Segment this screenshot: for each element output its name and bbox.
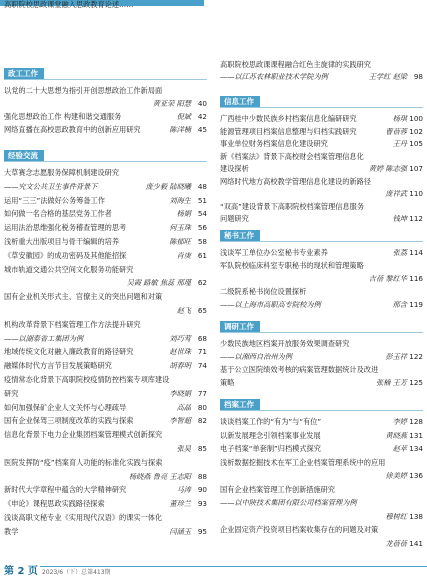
entry-author: 陈郁旺 xyxy=(169,237,191,246)
toc-entry[interactable] xyxy=(220,189,423,199)
entry-title: 浅谈军工单位办公室秘书专业素养 xyxy=(220,248,328,257)
toc-entry[interactable] xyxy=(220,152,423,162)
toc-entry[interactable] xyxy=(4,292,207,302)
entry-page: 77 xyxy=(197,388,207,398)
toc-entry[interactable] xyxy=(4,251,207,261)
entry-title: 医院发挥防“疫”档案育人功能的标准化实践与探索 xyxy=(4,457,163,467)
entry-page: 128 xyxy=(409,417,423,426)
entry-title: 融媒体时代方言节目发展策略研究 xyxy=(4,361,112,371)
toc-entry[interactable] xyxy=(220,444,423,454)
entry-title: ——以上海市高职高专院校为例 xyxy=(220,300,321,309)
toc-entry[interactable] xyxy=(4,182,207,192)
entry-page: 85 xyxy=(197,444,207,453)
toc-entry[interactable] xyxy=(220,498,423,508)
toc-entry[interactable] xyxy=(220,60,423,70)
entry-author: 黄晓燕 xyxy=(385,430,407,440)
toc-entry[interactable] xyxy=(4,196,207,206)
entry-title: 国有企业档案管理工作创新措施研究 xyxy=(220,484,336,494)
entry-page: 112 xyxy=(409,214,423,223)
toc-entry[interactable] xyxy=(220,72,423,82)
section-divider xyxy=(4,79,207,80)
entry-title: 信息化背景下电力企业集团档案管理模式创新探究 xyxy=(4,430,163,440)
section-title: 经验交流 xyxy=(4,150,44,161)
toc-entry[interactable] xyxy=(4,416,207,426)
entry-author: 倪斌 xyxy=(176,112,191,121)
entry-title: 如何加强保矿企业人文关怀与心理疏导 xyxy=(4,402,127,412)
section-divider xyxy=(220,107,423,108)
toc-entry[interactable] xyxy=(220,248,423,258)
entry-author: 李婷 xyxy=(392,417,407,426)
entry-title: 以党的二十大思想为指引开创思想政治工作新局面 xyxy=(4,86,163,95)
entry-title: 地域传统文化对融入廉政教育的路径研究 xyxy=(4,347,134,357)
entry-title: 《草安徽园》的成功密码及其他能招探 xyxy=(4,250,127,260)
toc-entry[interactable] xyxy=(4,223,207,233)
toc-entry[interactable] xyxy=(4,99,207,109)
entry-page: 68 xyxy=(197,333,207,343)
toc-entry[interactable] xyxy=(220,127,423,137)
entry-author: 杨娟 xyxy=(176,209,191,219)
entry-author: 黄亚荣 阳慧 xyxy=(152,99,191,108)
entry-page: 134 xyxy=(409,444,423,453)
entry-page: 100 xyxy=(409,114,423,123)
entry-author: 董珍兰 xyxy=(169,499,191,509)
toc-entry[interactable] xyxy=(4,320,207,330)
entry-page: 122 xyxy=(409,352,423,361)
entry-author: 黄婷 陈志强 xyxy=(368,164,407,173)
entry-page: 88 xyxy=(197,471,207,481)
entry-page: 125 xyxy=(409,378,423,387)
entry-title: 策略 xyxy=(220,378,235,387)
toc-entry[interactable] xyxy=(4,168,207,178)
section-divider xyxy=(220,410,423,411)
entry-author: 肖庚 xyxy=(176,250,191,260)
entry-title: 运用法治思维强化税务稽查管理的思考 xyxy=(4,223,127,233)
toc-entry[interactable] xyxy=(4,112,207,122)
entry-title: 研究 xyxy=(4,388,19,398)
section-title: 信息工作 xyxy=(220,96,260,107)
entry-page: 114 xyxy=(409,248,423,257)
entry-title: ——究文公共卫生事件背景下 xyxy=(4,181,98,191)
entry-author: 邢含 xyxy=(392,300,407,309)
entry-author: 王学红 赵梁 xyxy=(368,72,407,81)
section-information-work xyxy=(220,96,423,107)
toc-entry[interactable] xyxy=(4,513,207,523)
toc-entry[interactable] xyxy=(4,306,207,316)
toc-entry[interactable] xyxy=(220,114,423,124)
toc-entry[interactable] xyxy=(220,471,423,481)
entry-title: 教学 xyxy=(4,526,19,536)
section-archive-work xyxy=(220,399,423,410)
entry-author: 赵苹 xyxy=(392,444,407,453)
entry-page: 56 xyxy=(197,223,207,233)
entry-title: 二级院系秘书岗位设置探析 xyxy=(220,287,307,296)
entry-author: 杨晓燕 鲁亮 王志阳 xyxy=(128,471,191,481)
entry-author: 赵飞 xyxy=(176,306,191,315)
entry-title: “双高”建设背景下高职院校档案管理信息服务 xyxy=(220,201,365,211)
entry-author: 李智超 xyxy=(169,416,191,426)
toc-entry[interactable] xyxy=(220,458,423,468)
toc-entry[interactable] xyxy=(220,431,423,441)
toc-entry[interactable] xyxy=(220,352,423,362)
entry-page: 48 xyxy=(197,181,207,191)
entry-page: 71 xyxy=(197,347,207,357)
entry-title: 如何做一名合格的基层党务工作者 xyxy=(4,209,112,219)
entry-author: 胡春明 xyxy=(169,361,191,371)
entry-author: 赵世珠 xyxy=(169,347,191,357)
entry-author: 闫涵玉 xyxy=(169,526,191,536)
entry-page: 138 xyxy=(409,511,423,521)
entry-title: ——以湘西自治州为例 xyxy=(220,352,292,361)
issue-info: 2023/6（下）总第413期 xyxy=(42,569,111,576)
toc-entry[interactable] xyxy=(220,539,423,549)
entry-page: 42 xyxy=(197,112,207,121)
entry-page: 119 xyxy=(409,300,423,309)
entry-page: 136 xyxy=(409,471,423,480)
section-divider xyxy=(220,332,423,333)
entry-author: 彭玉祥 xyxy=(385,352,407,361)
entry-title: 高职院校思政课课程融合红色主旋律的实践研究 xyxy=(220,60,371,69)
entry-author: 高晶 xyxy=(176,402,191,412)
entry-title: 事业单位财务档案信息化建设研究 xyxy=(220,139,328,148)
toc-entry[interactable] xyxy=(220,274,423,284)
entry-title: 浅谈高职文秘专业《实用现代汉语》的课实一体化 xyxy=(4,513,163,522)
toc-entry[interactable] xyxy=(220,512,423,522)
entry-title: 广西桂中少数民族乡村档案信息化编研研究 xyxy=(220,114,357,123)
entry-title: 问题研究 xyxy=(220,214,249,223)
toc-entry[interactable] xyxy=(4,278,207,288)
entry-author: 杨琪 xyxy=(392,114,407,123)
entry-title: 新时代大学章程中蕴含的大学精神研究 xyxy=(4,485,127,495)
toc-entry[interactable] xyxy=(220,164,423,174)
entry-page: 93 xyxy=(197,499,207,509)
entry-title: 机构改革背景下档案管理工作方法提升研究 xyxy=(4,319,141,329)
entry-title: 浅析重大出版项目与骨干编辑的培养 xyxy=(4,237,120,246)
entry-author: 钱坤 xyxy=(392,214,407,223)
entry-title: 国有企业机关形式主、官僚主义的突出问题和对策 xyxy=(4,292,163,302)
entry-title: 新《档案法》背景下高校财会档案管理信息化 xyxy=(220,151,364,161)
toc-entry xyxy=(4,0,207,10)
entry-title: 高职院校思政课堂融入思政教育论述…… xyxy=(4,0,134,9)
toc-entry[interactable] xyxy=(4,209,207,219)
section-research-work xyxy=(220,321,423,332)
entry-title: 企业固定资产投资项目档案收集存在的问题及对策 xyxy=(220,525,379,534)
toc-entry[interactable] xyxy=(4,527,207,537)
entry-title: 疫情常态化背景下高职院校疫情防控档案专项库建设 xyxy=(4,375,170,384)
toc-entry[interactable] xyxy=(4,444,207,454)
toc-entry[interactable] xyxy=(220,214,423,224)
entry-title: 网络直播在高校思政教育中的创新应用研究 xyxy=(4,125,141,134)
entry-page: 98 xyxy=(413,72,423,81)
toc-entry[interactable] xyxy=(4,334,207,344)
entry-author: 穆树红 xyxy=(385,511,407,521)
toc-entry[interactable] xyxy=(220,300,423,310)
entry-title: 谈谈档案工作的“有为”与“有位” xyxy=(220,417,322,426)
entry-title: 大草赛念志愿服务保障机制建设研究 xyxy=(4,168,120,177)
toc-entry[interactable] xyxy=(220,378,423,388)
toc-entry[interactable] xyxy=(4,375,207,385)
entry-page: 102 xyxy=(409,126,423,136)
entry-title: 浅析数据挖掘技术在军工企业档案管理系统中的应用 xyxy=(220,457,386,467)
entry-page: 90 xyxy=(197,485,207,495)
entry-author: 曹蓓蓉 xyxy=(385,126,407,136)
toc-entry[interactable] xyxy=(4,389,207,399)
entry-page: 61 xyxy=(197,250,207,260)
entry-author: 刘巧莺 xyxy=(169,333,191,343)
section-political-work xyxy=(4,68,207,79)
entry-page: 131 xyxy=(409,430,423,440)
toc-entry[interactable] xyxy=(220,417,423,427)
entry-author: 张荔 xyxy=(392,248,407,257)
entry-author: 吴霞 路敏 焦蕊 邢瑾 xyxy=(126,278,191,288)
section-divider xyxy=(220,241,423,242)
toc-entry[interactable] xyxy=(220,485,423,495)
section-secretary-work xyxy=(220,230,423,241)
toc-entry[interactable] xyxy=(4,458,207,468)
entry-title: 运用“三三”法做好公务筹备工作 xyxy=(4,195,105,205)
entry-author: 刘海生 xyxy=(169,195,191,205)
entry-title: 基于公立医院绩效考核的病案管理数据统计及改进 xyxy=(220,365,379,374)
toc-entry[interactable] xyxy=(220,339,423,349)
entry-page: 74 xyxy=(197,361,207,371)
entry-title: 能源管理项目档案信息整理与归档实践研究 xyxy=(220,126,357,136)
toc-entry[interactable] xyxy=(4,485,207,495)
entry-title: 网络时代地方高校教学管理信息化建设的新路径 xyxy=(220,176,371,186)
toc-entry[interactable] xyxy=(220,139,423,149)
entry-author: 李晓娟 xyxy=(169,388,191,398)
entry-page: 45 xyxy=(197,125,207,134)
section-divider xyxy=(4,161,207,162)
toc-entry[interactable] xyxy=(4,430,207,440)
entry-title: 少数民族地区档案开放服务效果调查研究 xyxy=(220,339,350,348)
toc-entry[interactable] xyxy=(4,86,207,96)
entry-page: 62 xyxy=(197,278,207,288)
entry-page: 107 xyxy=(409,164,423,173)
entry-title: 以新发展理念引领档案事业发展 xyxy=(220,430,321,440)
toc-entry[interactable] xyxy=(4,472,207,482)
toc-entry[interactable] xyxy=(220,202,423,212)
section-experience-exchange xyxy=(4,150,207,161)
section-title: 档案工作 xyxy=(220,399,260,410)
entry-title: ——以湖泰省工集团为例 xyxy=(4,333,84,343)
toc-entry[interactable] xyxy=(220,177,423,187)
entry-page: 54 xyxy=(197,209,207,219)
entry-page: 82 xyxy=(197,416,207,426)
page-number: 第 2 页 xyxy=(4,566,38,577)
entry-title: ——以中陕技术集团有限公司档案管理为例 xyxy=(220,498,357,507)
entry-title: 电子档案“单套制”归档模式探究 xyxy=(220,444,321,453)
entry-page: 110 xyxy=(409,189,423,198)
toc-entry[interactable] xyxy=(4,125,207,135)
toc-entry[interactable] xyxy=(220,365,423,375)
toc-entry[interactable] xyxy=(4,265,207,275)
entry-author: 何玉珠 xyxy=(169,223,191,233)
entry-author: 吉蓓 黎红华 xyxy=(368,274,407,283)
entry-author: 徐美婷 xyxy=(385,471,407,480)
entry-page: 105 xyxy=(409,139,423,148)
entry-author: 马涛 xyxy=(176,485,191,495)
toc-entry[interactable] xyxy=(4,361,207,371)
section-title: 政工工作 xyxy=(4,68,44,79)
entry-author: 张昊 xyxy=(176,444,191,453)
toc-entry[interactable] xyxy=(4,237,207,247)
entry-title: 国有企业保驾三项制度改革的实践与探索 xyxy=(4,416,134,426)
toc-entry[interactable] xyxy=(4,499,207,509)
entry-page: 116 xyxy=(409,274,423,283)
page-footer xyxy=(0,563,427,579)
footer-line xyxy=(40,566,427,567)
entry-page: 80 xyxy=(197,402,207,412)
entry-author: 龙蓓蓓 xyxy=(385,538,407,548)
entry-page: 95 xyxy=(197,526,207,536)
entry-title: 城市轨道交通公共空间文化服务功能研究 xyxy=(4,264,134,274)
entry-author: 庞少毅 陆晓曦 xyxy=(145,181,191,191)
section-title: 秘书工作 xyxy=(220,230,260,241)
entry-title: 军队院校临床科室专职秘书的现状和管理策略 xyxy=(220,261,364,270)
entry-title: 建设探析 xyxy=(220,164,249,173)
toc-entry[interactable] xyxy=(4,403,207,413)
toc-entry[interactable] xyxy=(220,287,423,297)
entry-title: 强化思想政治工作 构建和谐交通服务 xyxy=(4,112,122,121)
entry-page: 141 xyxy=(409,538,423,548)
entry-author: 陈洋楠 xyxy=(169,125,191,134)
entry-page: 58 xyxy=(197,237,207,246)
entry-subtitle: ——以江苏农林职业技术学院为例 xyxy=(220,72,328,81)
entry-author: 张楠 王芳 xyxy=(375,378,407,387)
toc-entry[interactable] xyxy=(4,347,207,357)
entry-page: 40 xyxy=(197,99,207,108)
entry-page: 51 xyxy=(197,195,207,205)
toc-entry[interactable] xyxy=(220,525,423,535)
section-title: 调研工作 xyxy=(220,321,260,332)
entry-author: 王丹 xyxy=(392,139,407,148)
toc-entry[interactable] xyxy=(220,261,423,271)
entry-title: 《申论》课程思政实践路径探索 xyxy=(4,499,105,509)
entry-page: 65 xyxy=(197,306,207,315)
entry-author: 庞祥武 xyxy=(385,189,407,198)
